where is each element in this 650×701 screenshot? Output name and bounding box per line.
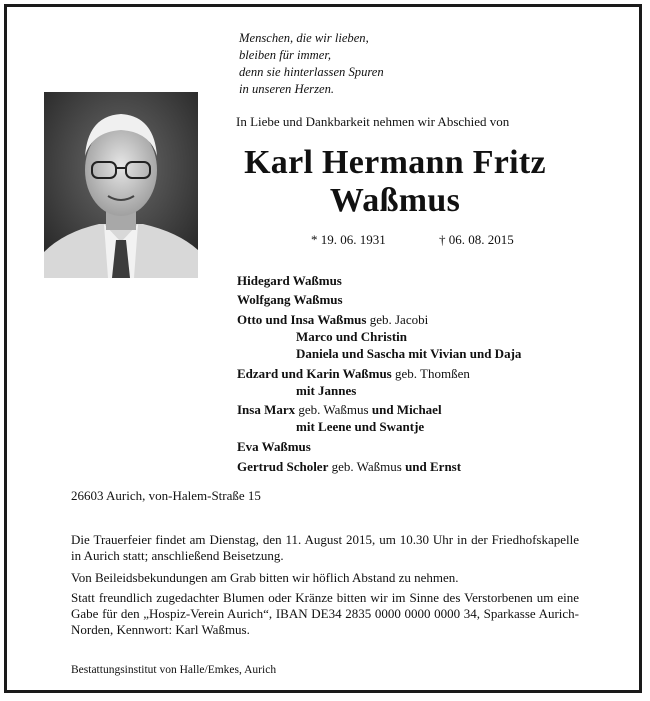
deceased-name-first: Karl Hermann Fritz	[244, 144, 546, 181]
family-entry: mit Jannes	[296, 383, 357, 398]
birth-date: * 19. 06. 1931	[311, 232, 386, 247]
poem-line: denn sie hinterlassen Spuren	[239, 65, 384, 79]
family-address: 26603 Aurich, von-Halem-Straße 15	[71, 488, 261, 503]
poem-line: in unseren Herzen.	[239, 82, 335, 96]
poem-line: bleiben für immer,	[239, 48, 331, 62]
family-entry: Hidegard Waßmus	[237, 273, 342, 288]
family-entry: Gertrud Scholer geb. Waßmus und Ernst	[237, 459, 462, 474]
deceased-name-last: Waßmus	[329, 182, 461, 219]
donation-request: Statt freundlich zugedachter Blumen oder Kränze bitten wir im Sinne des Verstorbenen um eine Gabe für den „Hospiz-Verein Aurich“, IBAN DE34 2835 0000 0000 0000 34, Sparkasse Aurich-Norden, Kennwort: Karl Waßmus.	[71, 590, 579, 637]
family-entry: mit Leene und Swantje	[296, 419, 425, 434]
family-entry: Daniela und Sascha mit Vivian und Daja	[296, 346, 522, 361]
death-date: † 06. 08. 2015	[439, 232, 514, 247]
family-entry: Marco und Christin	[296, 329, 407, 344]
family-entry: Edzard und Karin Waßmus geb. Thomßen	[237, 366, 470, 381]
family-entry: Wolfgang Waßmus	[237, 292, 343, 307]
portrait-photo	[44, 92, 198, 278]
condolence-note: Von Beileidsbekundungen am Grab bitten wir höflich Abstand zu nehmen.	[71, 570, 459, 585]
family-entry: Insa Marx geb. Waßmus und Michael	[237, 402, 442, 417]
funeral-home: Bestattungsinstitut von Halle/Emkes, Aurich	[71, 664, 277, 676]
family-entry: Eva Waßmus	[237, 439, 311, 454]
farewell-intro: In Liebe und Dankbarkeit nehmen wir Abschied von	[236, 114, 510, 129]
funeral-info: Die Trauerfeier findet am Dienstag, den 11. August 2015, um 10.30 Uhr in der Friedhofskapelle in Aurich statt; anschließend Beisetzung.	[71, 532, 579, 563]
family-entry: Otto und Insa Waßmus geb. Jacobi	[237, 312, 429, 327]
memorial-poem	[239, 30, 384, 98]
poem-line: Menschen, die wir lieben,	[239, 31, 369, 45]
